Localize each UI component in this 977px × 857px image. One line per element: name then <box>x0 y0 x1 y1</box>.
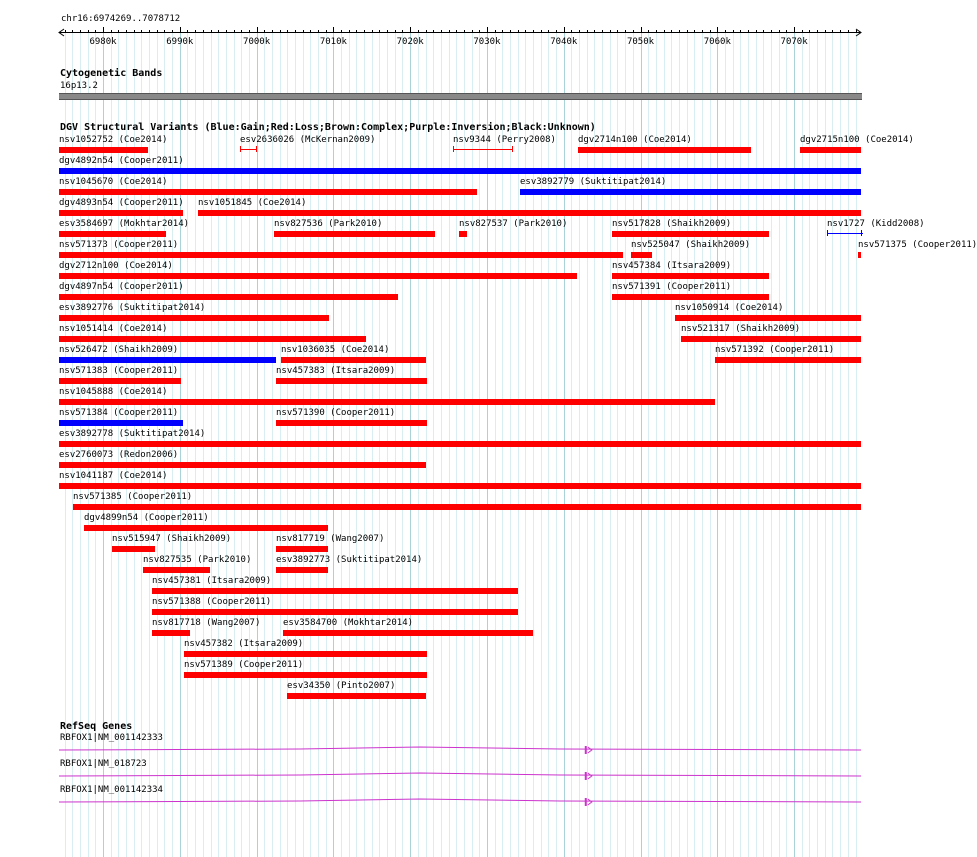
dgv-feature-label: esv3892776 (Suktitipat2014) <box>59 303 206 313</box>
dgv-feature-label: nsv515947 (Shaikh2009) <box>112 534 232 544</box>
dgv-feature-label: nsv1051845 (Coe2014) <box>198 198 307 208</box>
refseq-exon <box>585 746 587 754</box>
dgv-feature-label: nsv1052752 (Coe2014) <box>59 135 168 145</box>
strand-arrow-icon <box>588 773 592 779</box>
dgv-feature-label: nsv457381 (Itsara2009) <box>152 576 272 586</box>
dgv-feature-label: esv3584697 (Mokhtar2014) <box>59 219 190 229</box>
refseq-gene-label: RBFOX1|NM_001142334 <box>60 785 163 795</box>
refseq-intron-line <box>59 747 861 750</box>
dgv-feature-label: nsv9344 (Perry2008) <box>453 135 556 145</box>
dgv-feature-label: esv3892778 (Suktitipat2014) <box>59 429 206 439</box>
dgv-feature-label: nsv827536 (Park2010) <box>274 219 383 229</box>
dgv-feature-label: dgv2714n100 (Coe2014) <box>578 135 692 145</box>
strand-arrow-icon <box>588 799 592 805</box>
cytoband-label: 16p13.2 <box>60 81 98 91</box>
dgv-feature-label: nsv1050914 (Coe2014) <box>675 303 784 313</box>
dgv-feature-label: nsv457382 (Itsara2009) <box>184 639 304 649</box>
dgv-feature-label: dgv2712n100 (Coe2014) <box>59 261 173 271</box>
dgv-feature-label: nsv1045670 (Coe2014) <box>59 177 168 187</box>
refseq-gene-label: RBFOX1|NM_018723 <box>60 759 147 769</box>
refseq-intron-line <box>59 773 861 776</box>
dgv-feature-label: nsv571375 (Cooper2011) <box>858 240 977 250</box>
refseq-gene-model[interactable] <box>0 769 890 783</box>
dgv-feature-label: nsv1727 (Kidd2008) <box>827 219 925 229</box>
dgv-feature-label: dgv2715n100 (Coe2014) <box>800 135 914 145</box>
ruler-tick-label: 6980k <box>89 37 117 47</box>
dgv-feature-label: nsv817718 (Wang2007) <box>152 618 261 628</box>
dgv-feature-label: dgv4892n54 (Cooper2011) <box>59 156 184 166</box>
refseq-track-title: RefSeq Genes <box>60 721 133 732</box>
refseq-exon <box>585 772 587 780</box>
dgv-feature-label: nsv571383 (Cooper2011) <box>59 366 179 376</box>
dgv-feature-label: nsv571373 (Cooper2011) <box>59 240 179 250</box>
refseq-gene-label: RBFOX1|NM_001142333 <box>60 733 163 743</box>
dgv-feature-label: nsv571388 (Cooper2011) <box>152 597 272 607</box>
ruler-tick-label: 7060k <box>703 37 731 47</box>
dgv-feature-label: nsv571384 (Cooper2011) <box>59 408 179 418</box>
ruler-tick-label: 7050k <box>626 37 655 47</box>
strand-arrow-icon <box>588 747 592 753</box>
dgv-feature-label: nsv571392 (Cooper2011) <box>715 345 835 355</box>
dgv-feature-label: esv3892779 (Suktitipat2014) <box>520 177 667 187</box>
cytobands-title: Cytogenetic Bands <box>60 68 163 79</box>
dgv-track-title: DGV Structural Variants (Blue:Gain;Red:Loss;Brown:Complex;Purple:Inversion;Black:Unknown) <box>60 122 596 133</box>
dgv-feature-label: nsv571385 (Cooper2011) <box>73 492 193 502</box>
ruler-tick-label: 6990k <box>166 37 194 47</box>
refseq-intron-line <box>59 799 861 802</box>
dgv-feature-label: esv2760073 (Redon2006) <box>59 450 179 460</box>
dgv-feature-label: nsv571390 (Cooper2011) <box>276 408 396 418</box>
refseq-gene-model[interactable] <box>0 743 890 757</box>
ruler-tick-label: 7010k <box>319 37 347 47</box>
ruler-tick-label: 7020k <box>396 37 424 47</box>
refseq-gene-model[interactable] <box>0 795 890 809</box>
dgv-feature-label: dgv4899n54 (Cooper2011) <box>84 513 209 523</box>
dgv-feature-label: nsv517828 (Shaikh2009) <box>612 219 732 229</box>
ruler-tick-label: 7040k <box>550 37 578 47</box>
dgv-feature-label: nsv817719 (Wang2007) <box>276 534 385 544</box>
ruler-tick-label: 7070k <box>780 37 808 47</box>
dgv-feature-label: nsv1041187 (Coe2014) <box>59 471 168 481</box>
dgv-feature-label: nsv571389 (Cooper2011) <box>184 660 304 670</box>
dgv-feature-label: nsv525047 (Shaikh2009) <box>631 240 751 250</box>
dgv-feature-label: nsv521317 (Shaikh2009) <box>681 324 801 334</box>
refseq-exon <box>585 798 587 806</box>
dgv-feature-label: nsv457384 (Itsara2009) <box>612 261 732 271</box>
dgv-feature-label: esv3892773 (Suktitipat2014) <box>276 555 423 565</box>
ruler-tick-label: 7000k <box>243 37 271 47</box>
dgv-feature-label: esv3584700 (Mokhtar2014) <box>283 618 414 628</box>
dgv-feature-label: nsv1051414 (Coe2014) <box>59 324 168 334</box>
region-label: chr16:6974269..7078712 <box>61 14 181 24</box>
dgv-feature-label: nsv1036035 (Coe2014) <box>281 345 390 355</box>
dgv-feature-label: esv34350 (Pinto2007) <box>287 681 396 691</box>
dgv-feature-label: nsv827535 (Park2010) <box>143 555 252 565</box>
dgv-feature-label: dgv4897n54 (Cooper2011) <box>59 282 184 292</box>
ruler-tick-label: 7030k <box>473 37 501 47</box>
dgv-feature-label: nsv571391 (Cooper2011) <box>612 282 732 292</box>
dgv-feature-label: esv2636026 (McKernan2009) <box>240 135 376 145</box>
dgv-feature-label: nsv1045888 (Coe2014) <box>59 387 168 397</box>
dgv-feature-label: nsv457383 (Itsara2009) <box>276 366 396 376</box>
dgv-feature-label: dgv4893n54 (Cooper2011) <box>59 198 184 208</box>
dgv-feature-label: nsv827537 (Park2010) <box>459 219 568 229</box>
dgv-feature-label: nsv526472 (Shaikh2009) <box>59 345 179 355</box>
